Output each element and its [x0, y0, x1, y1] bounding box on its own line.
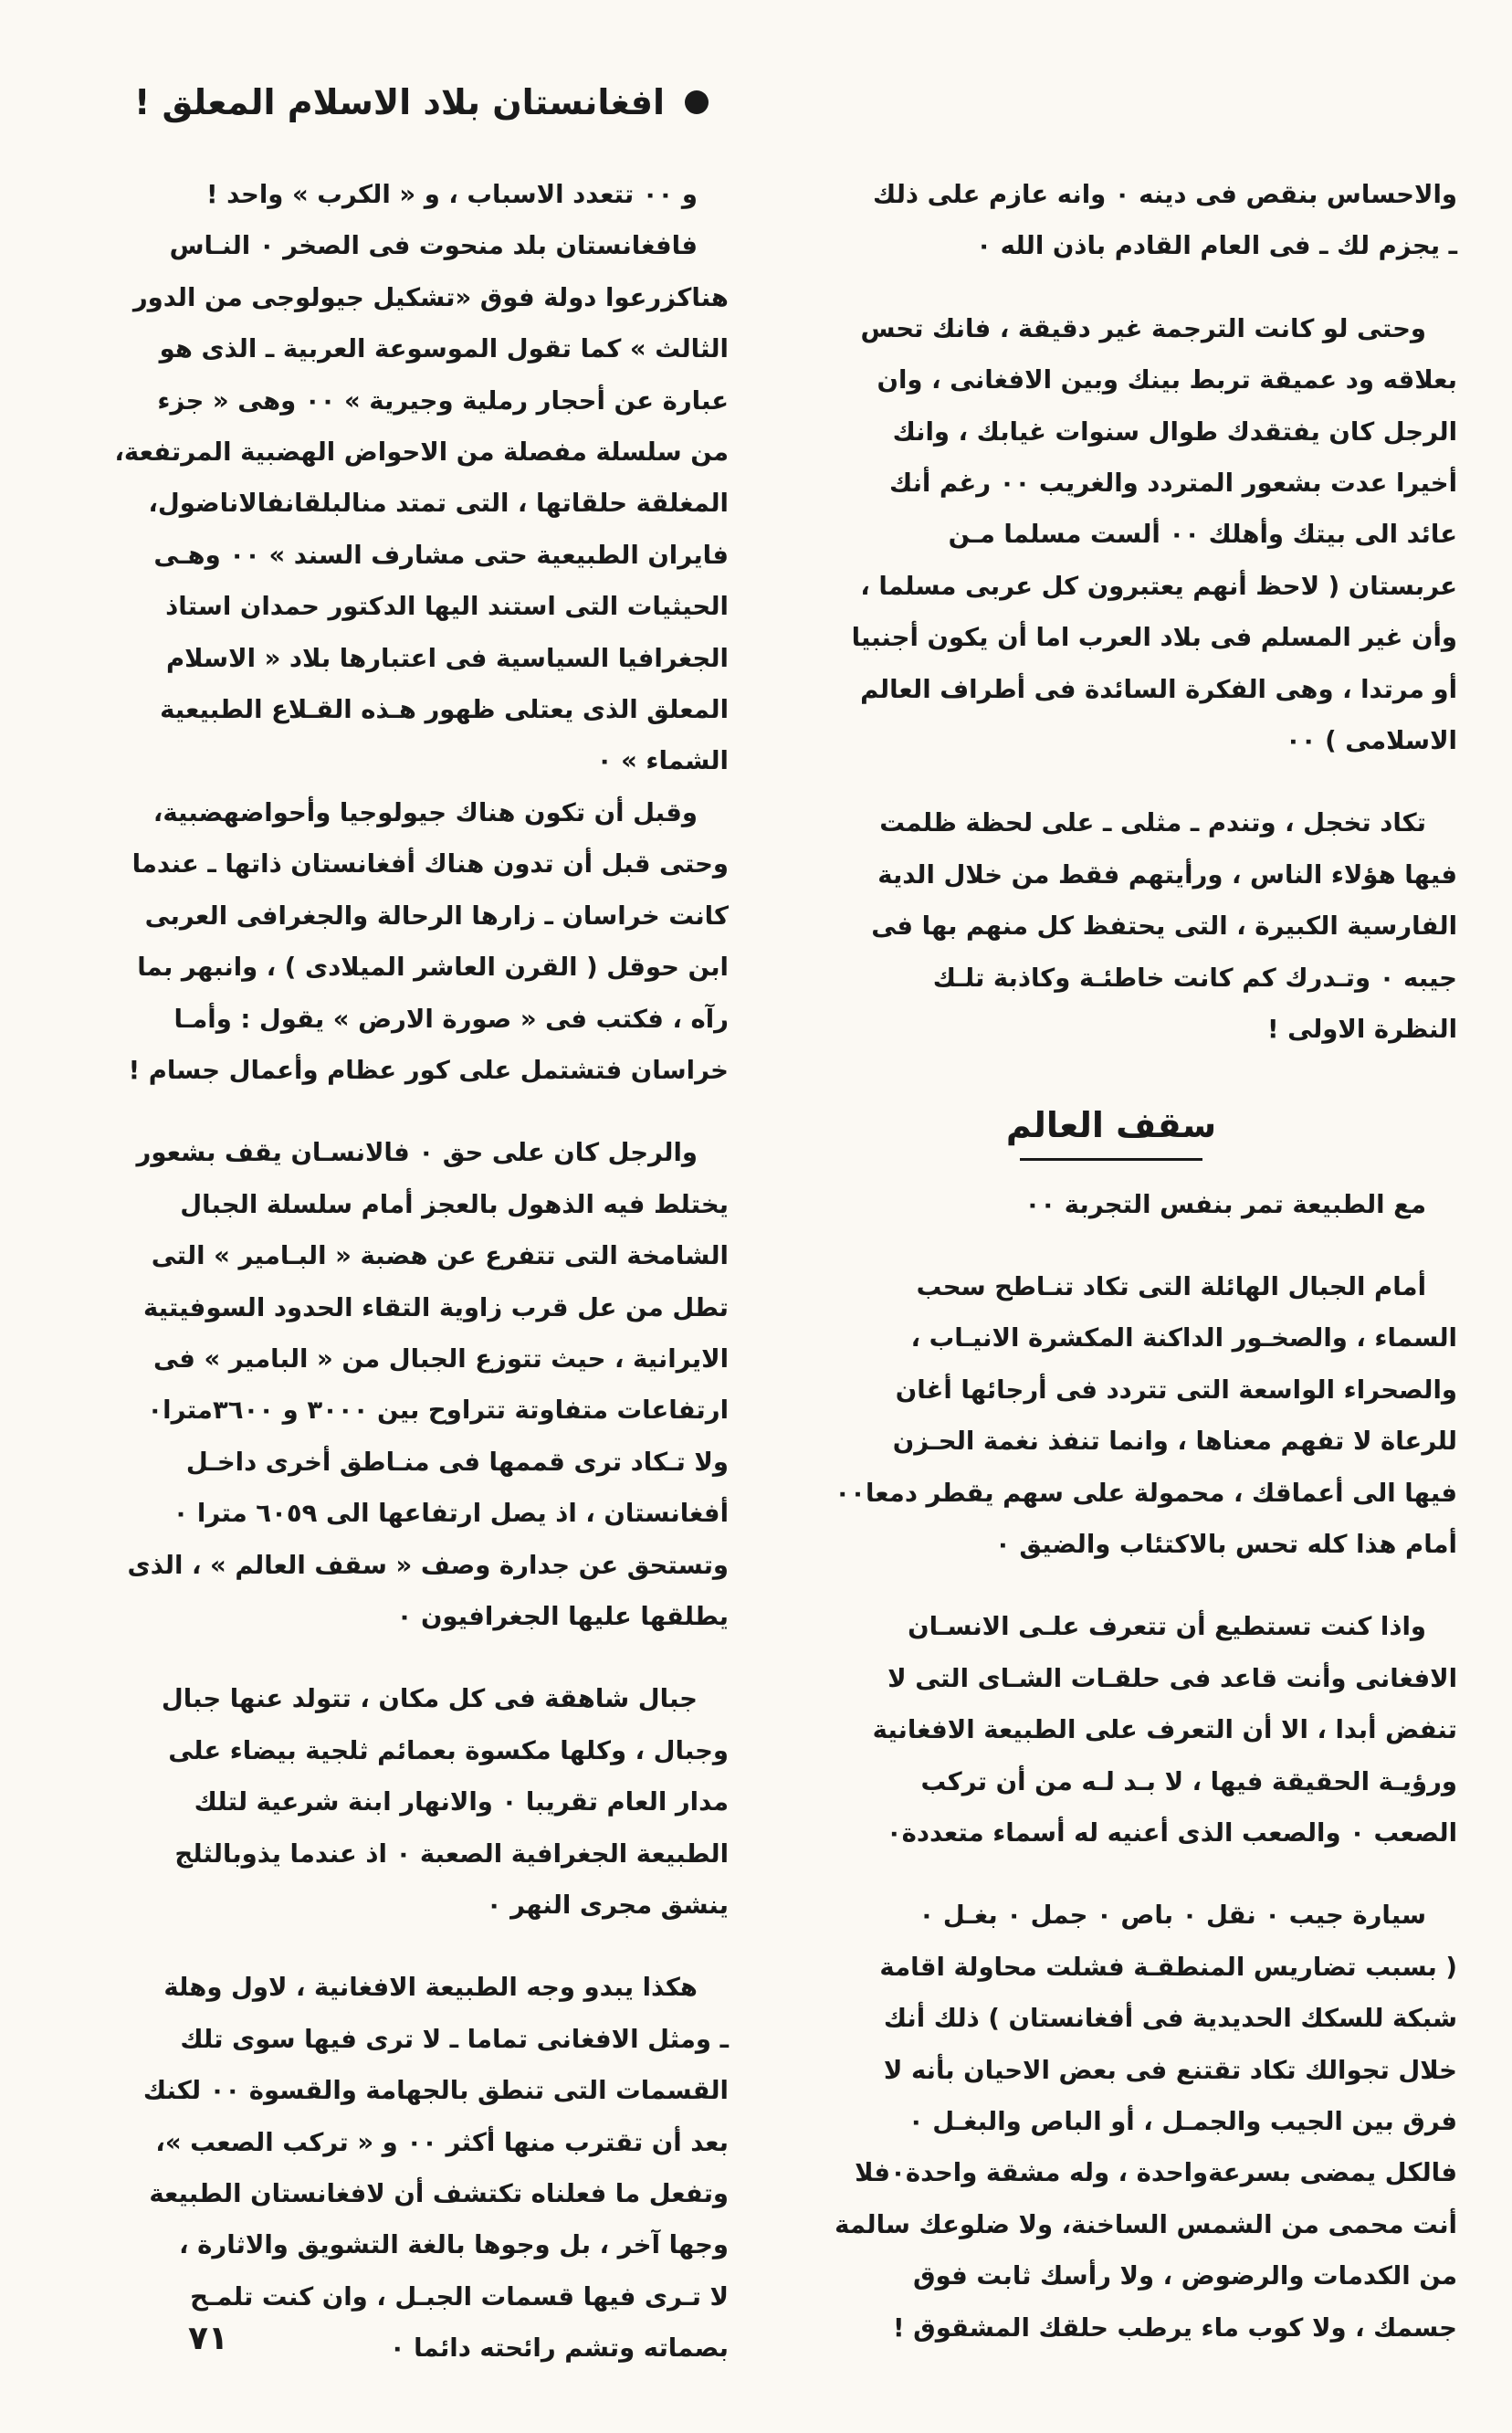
running-header [69, 75, 709, 130]
paragraph: وقبل أن تكون هناك جيولوجيا وأحواضهضبية، وحتى قبل أن تدون هناك أفغانستان ذاتها ـ عندما كانت خراسان ـ زارها الرحالة والجغرافى العربى ابن حوقل ( القرن العاشر الميلادى ) ، وانبهر بما رآه ، فكتب فى « صورة الارض » يقول : وأمـا خراسان فتشتمل على كور عظام وأعمال جسام ! [128, 797, 729, 1085]
paragraph: و ٠٠ تتعدد الاسباب ، و « الكرب » واحد ! [206, 180, 698, 209]
right-column [765, 169, 1457, 2354]
page-number: ٧١ [188, 2320, 228, 2357]
paragraph: جبال شاهقة فى كل مكان ، تتولد عنها جبال وجبال ، وكلها مكسوة بعمائم ثلجية بيضاء على مدار العام تقريبا ٠ والانهار ابنة شرعية لتلك الطبيعة الجغرافية الصعبة ٠ اذ عندما يذوبالثلج ينشق مجرى النهر ٠ [161, 1684, 729, 1920]
paragraph: والرجل كان على حق ٠ فالانسـان يقف بشعور يختلط فيه الذهول بالعجز أمام سلسلة الجبال الشامخة التى تتفرع عن هضبة « البـامير » التى تطل من عل قرب زاوية التقاء الحدود السوفيتية الايرانية ، حيث تتوزع الجبال من « البامير » فى ارتفاعات متفاوتة تتراوح بين ٣٠٠٠ و ٣٦٠٠مترا٠ ولا تـكاد ترى قممها فى منـاطق أخرى داخـل أفغانستان ، اذ يصل ارتفاعها الى ٦٠٥٩ مترا ٠ وتستحق عن جدارة وصف « سقف العالم » ، الذى يطلقها عليها الجغرافيون ٠ [127, 1138, 729, 1631]
bullet-icon [685, 90, 709, 114]
header-title: افغانستان بلاد الاسلام المعلق ! [133, 82, 665, 122]
paragraph: أمام الجبال الهائلة التى تكاد تنـاطح سحب السماء ، والصخـور الداكنة المكشرة الانيـاب ، والصحراء الواسعة التى تتردد فى أرجائها أغان للرعاة لا تفهم معناها ، وانما تنفذ نغمة الحـزن فيها الى أعماقك ، محمولة على سهم يقطر دمعا٠٠ أمام هذا كله تحس بالاكتئاب والضيق ٠ [835, 1271, 1457, 1559]
paragraph: هكذا يبدو وجه الطبيعة الافغانية ، لاول وهلة ـ ومثل الافغانى تماما ـ لا ترى فيها سوى تلك القسمات التى تنطق بالجهامة والقسوة ٠٠ لكنك بعد أن تقترب منها أكثر ٠٠ و « تركب الصعب »، وتفعل ما فعلناه تكتشف أن لافغانستان الطبيعة وجها آخر ، بل وجوها بالغة التشويق والاثارة ، لا تـرى فيها قسمات الجبـل ، وان كنت تلمـح بصماته وتشم رائحته دائما ٠ [142, 1973, 729, 2364]
paragraph: وحتى لو كانت الترجمة غير دقيقة ، فانك تحس بعلاقه ود عميقة تربط بينك وبين الافغانى ، وان الرجل كان يفتقدك طوال سنوات غيابك ، وانك أخيرا عدت بشعور المتردد والغريب ٠٠ رغم أنك عائد الى بيتك وأهلك ٠٠ ألست مسلما مـن عربستان ( لاحظ أنهم يعتبرون كل عربى مسلما ، وأن غير المسلم فى بلاد العرب اما أن يكون أجنبيا أو مرتدا ، وهى الفكرة السائدة فى أطراف العالم الاسلامى ) ٠٠ [851, 313, 1457, 756]
left-column [37, 169, 729, 2375]
paragraph: فافغانستان بلد منحوت فى الصخر ٠ النـاس هناكزرعوا دولة فوق «تشكيل جيولوجى من الدور الثالث » كما تقول الموسوعة العربية ـ الذى هو عبارة عن أحجار رملية وجيرية » ٠٠ وهى « جزء من سلسلة مفصلة من الاحواض الهضبية المرتفعة، المغلقة حلقاتها ، التى تمتد منالبلقانفالاناضول، فايران الطبيعية حتى مشارف السند » ٠٠ وهـى الحيثيات التى استند اليها الدكتور حمدان استاذ الجغرافيا السياسية فى اعتبارها بلاد « الاسلام المعلق الذى يعتلى ظهور هـذه القـلاع الطبيعية الشماء » ٠ [114, 231, 729, 776]
paragraph: سيارة جيب ٠ نقل ٠ باص ٠ جمل ٠ بغـل ٠ ( بسبب تضاريس المنطقـة فشلت محاولة اقامة شبكة للسكك الحديدية فى أفغانستان ) ذلك أنك خلال تجوالك تكاد تقتنع فى بعض الاحيان بأنه لا فرق بين الجيب والجمـل ، أو الباص والبغـل ٠ فالكل يمضى بسرعةواحدة ، وله مشقة واحدة٠فلا أنت محمى من الشمس الساخنة، ولا ضلوعك سالمة من الكدمات والرضوض ، ولا رأسك ثابت فوق جسمك ، ولا كوب ماء يرطب حلقك المشقوق ! [835, 1901, 1457, 2343]
section-title: سقف العالم [1005, 1104, 1217, 1145]
section-rule [1020, 1158, 1202, 1161]
paragraph: مع الطبيعة تمر بنفس التجربة ٠٠ [1024, 1189, 1426, 1219]
paragraph: تكاد تخجل ، وتندم ـ مثلى ـ على لحظة ظلمت فيها هؤلاء الناس ، ورأيتهم فقط من خلال الدية الفارسية الكبيرة ، التى يحتفظ كل منهم بها فى جيبه ٠ وتـدرك كم كانت خاطئـة وكاذبة تلـك النظرة الاولى ! [871, 808, 1457, 1045]
paragraph: والاحساس بنقص فى دينه ٠ وانه عازم على ذلك ـ يجزم لك ـ فى العام القادم باذن الله ٠ [873, 180, 1457, 261]
paragraph: واذا كنت تستطيع أن تتعرف علـى الانسـان الافغانى وأنت قاعد فى حلقـات الشـاى التى لا تنفض أبدا ، الا أن التعرف على الطبيعة الافغانية ورؤيـة الحقيقة فيها ، لا بـد لـه من أن تركب الصعب ٠ والصعب الذى أعنيه له أسماء متعددة٠ [872, 1612, 1457, 1848]
